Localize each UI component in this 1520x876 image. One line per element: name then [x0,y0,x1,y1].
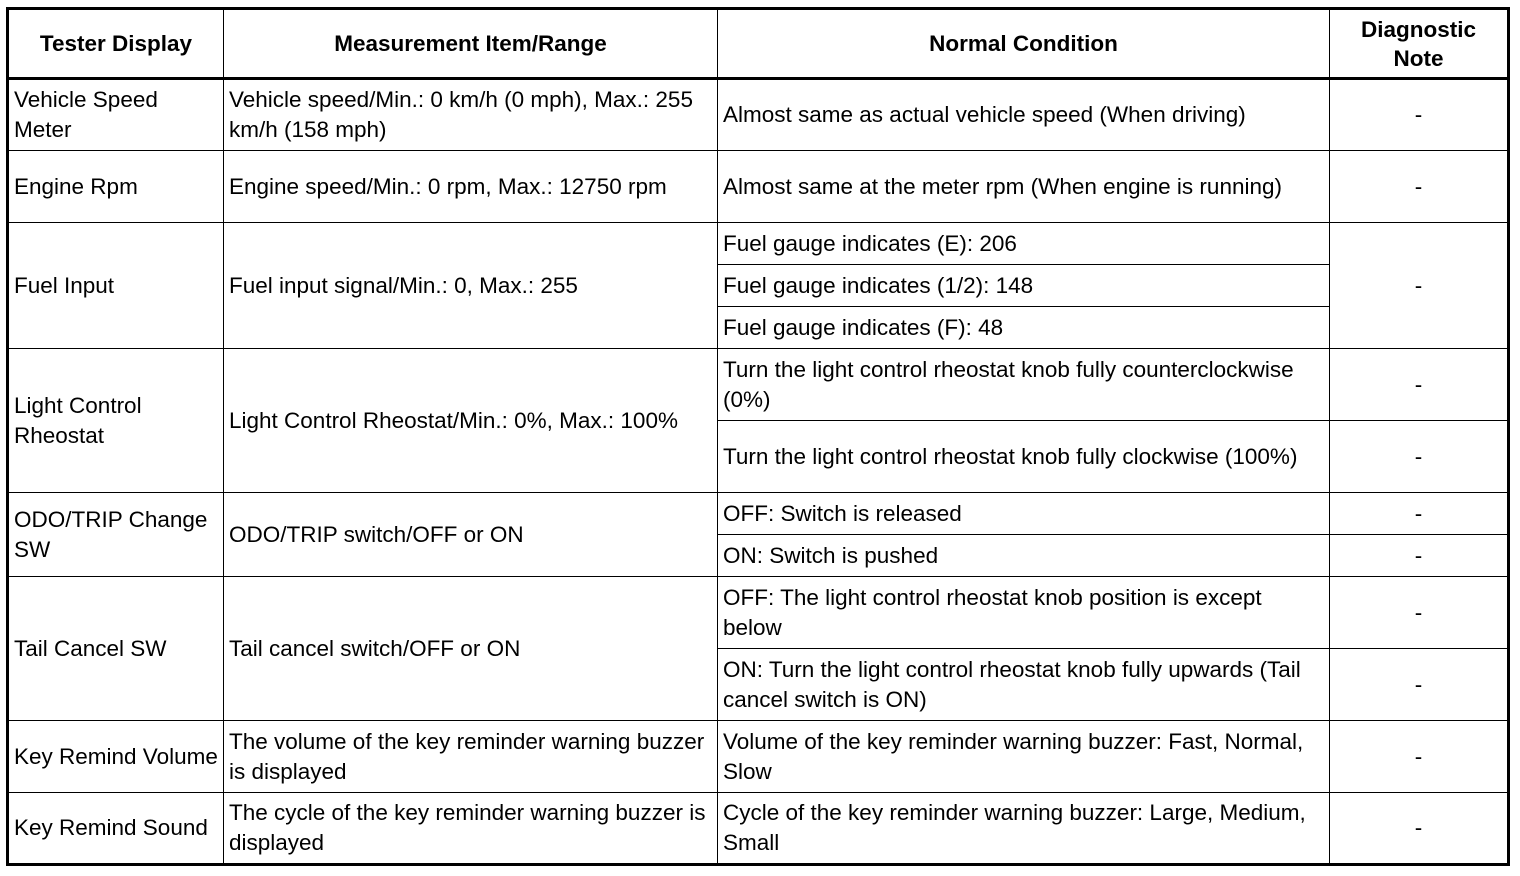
normal-condition-cell: Volume of the key reminder warning buzzer: Fast, Normal, Slow [718,721,1330,793]
tester-display-cell: Key Remind Sound [8,793,224,865]
table-row [8,151,1509,223]
measurement-cell: Tail cancel switch/OFF or ON [224,577,718,721]
tester-display-cell: Engine Rpm [8,151,224,223]
diagnostic-note-cell: - [1330,349,1509,421]
measurement-cell: The cycle of the key reminder warning buzzer is displayed [224,793,718,865]
tester-display-cell: Fuel Input [8,223,224,349]
measurement-cell: Fuel input signal/Min.: 0, Max.: 255 [224,223,718,349]
header-tester-display: Tester Display [8,9,224,79]
table-row [8,493,1509,535]
normal-condition-cell: Fuel gauge indicates (1/2): 148 [718,265,1330,307]
header-measurement: Measurement Item/Range [224,9,718,79]
measurement-cell: Vehicle speed/Min.: 0 km/h (0 mph), Max.: 255 km/h (158 mph) [224,79,718,151]
header-normal-condition: Normal Condition [718,9,1330,79]
normal-condition-cell: Cycle of the key reminder warning buzzer: Large, Medium, Small [718,793,1330,865]
table-row [8,349,1509,421]
table-row [8,721,1509,793]
normal-condition-cell: OFF: Switch is released [718,493,1330,535]
header-row [8,9,1509,79]
diagnostic-note-cell: - [1330,535,1509,577]
diagnostic-note-cell: - [1330,721,1509,793]
measurement-cell: Engine speed/Min.: 0 rpm, Max.: 12750 rpm [224,151,718,223]
normal-condition-cell: ON: Switch is pushed [718,535,1330,577]
diagnostic-note-cell: - [1330,223,1509,349]
measurement-cell: The volume of the key reminder warning buzzer is displayed [224,721,718,793]
normal-condition-cell: Turn the light control rheostat knob fully clockwise (100%) [718,421,1330,493]
diagnostic-note-cell: - [1330,577,1509,649]
header-diagnostic-note: Diagnostic Note [1330,9,1509,79]
measurement-cell: ODO/TRIP switch/OFF or ON [224,493,718,577]
tester-display-cell: Tail Cancel SW [8,577,224,721]
diagnostic-note-cell: - [1330,649,1509,721]
table-row [8,79,1509,151]
measurement-cell: Light Control Rheostat/Min.: 0%, Max.: 100% [224,349,718,493]
tester-display-cell: Light Control Rheostat [8,349,224,493]
normal-condition-cell: OFF: The light control rheostat knob position is except below [718,577,1330,649]
diagnostic-note-cell: - [1330,493,1509,535]
normal-condition-cell: Fuel gauge indicates (E): 206 [718,223,1330,265]
normal-condition-cell: Turn the light control rheostat knob fully counterclockwise (0%) [718,349,1330,421]
table-row [8,793,1509,865]
normal-condition-cell: Fuel gauge indicates (F): 48 [718,307,1330,349]
tester-display-cell: Key Remind Volume [8,721,224,793]
table-row [8,577,1509,649]
diagnostic-note-cell: - [1330,421,1509,493]
diagnostic-data-table [6,7,1510,866]
tester-display-cell: Vehicle Speed Meter [8,79,224,151]
normal-condition-cell: Almost same as actual vehicle speed (When driving) [718,79,1330,151]
diagnostic-note-cell: - [1330,793,1509,865]
table-row [8,223,1509,265]
tester-display-cell: ODO/TRIP Change SW [8,493,224,577]
diagnostic-note-cell: - [1330,151,1509,223]
normal-condition-cell: ON: Turn the light control rheostat knob fully upwards (Tail cancel switch is ON) [718,649,1330,721]
normal-condition-cell: Almost same at the meter rpm (When engine is running) [718,151,1330,223]
diagnostic-note-cell: - [1330,79,1509,151]
